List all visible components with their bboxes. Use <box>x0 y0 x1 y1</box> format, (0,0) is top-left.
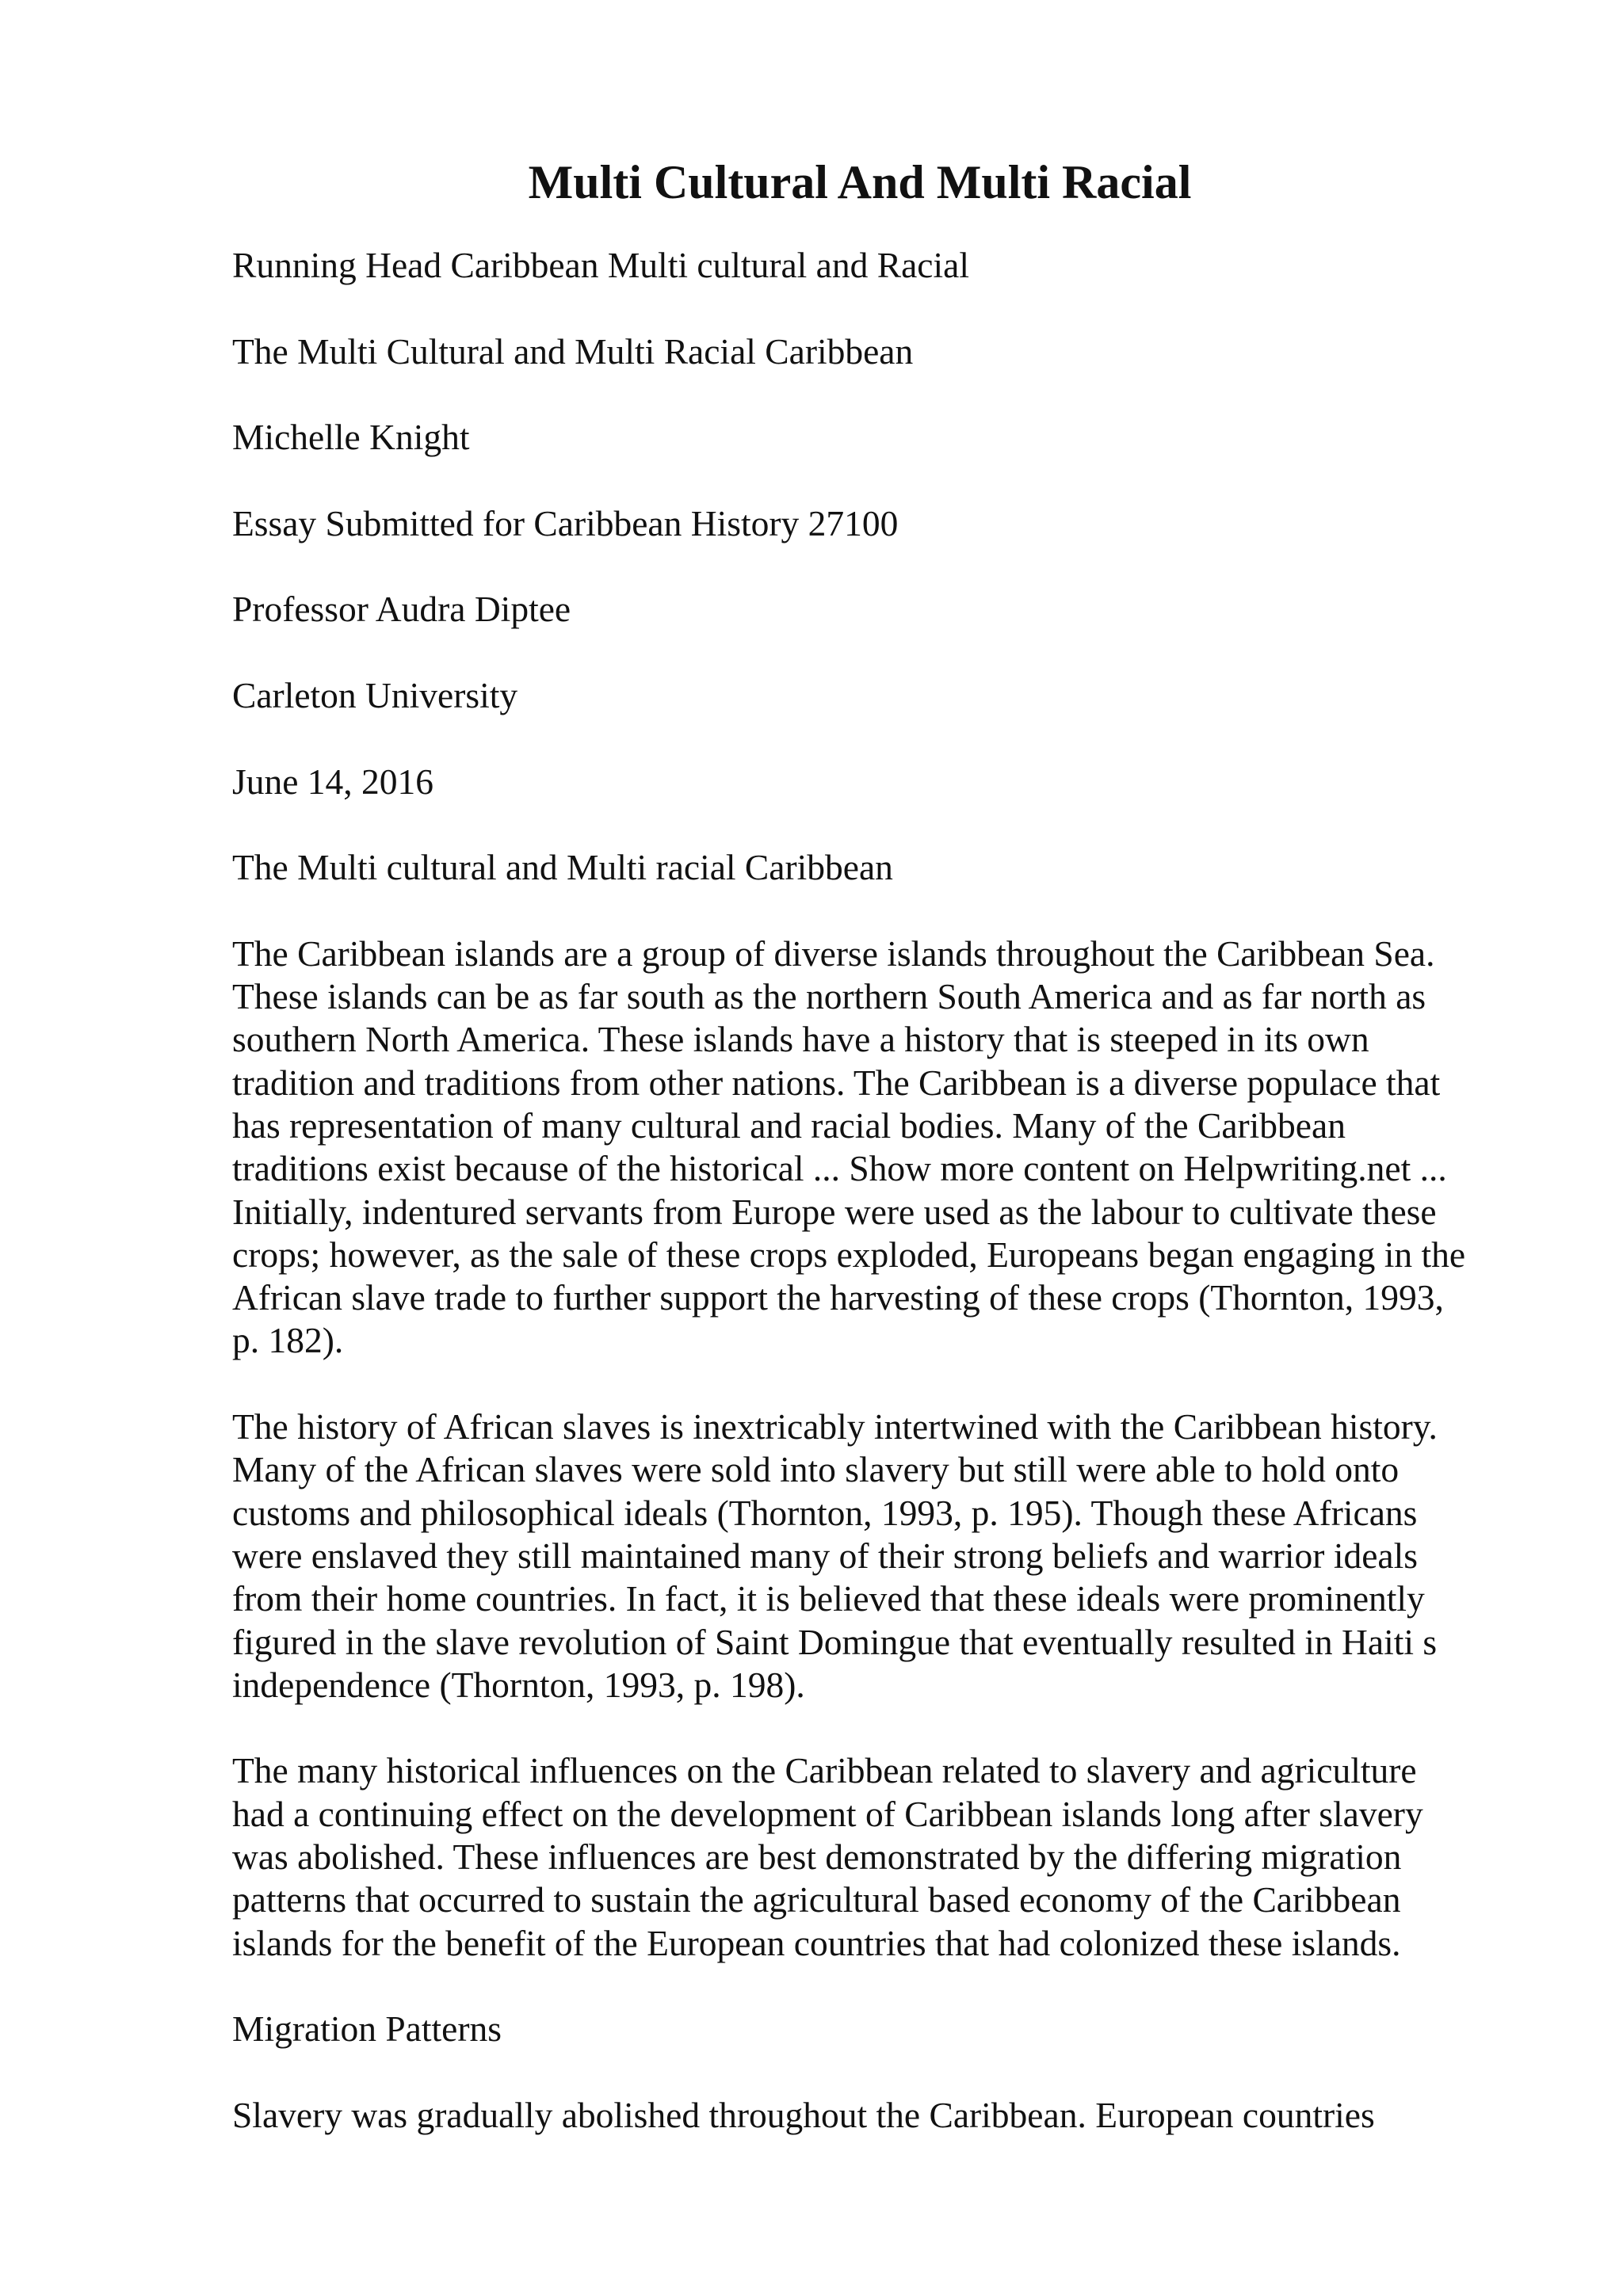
paragraph-line: tradition and traditions from other nations. The Caribbean is a diverse populace that <box>232 1062 1441 1103</box>
paragraph-line: had a continuing effect on the development of Caribbean islands long after slavery <box>232 1793 1423 1834</box>
running-head: Running Head Caribbean Multi cultural and Racial <box>232 245 969 285</box>
paragraph-line: crops; however, as the sale of these crops exploded, Europeans began engaging in the <box>232 1234 1466 1275</box>
section-heading-migration: Migration Patterns <box>232 2008 502 2050</box>
paragraph-line: The history of African slaves is inextricably intertwined with the Caribbean history. <box>232 1406 1438 1447</box>
section-title: The Multi cultural and Multi racial Caribbean <box>232 847 893 888</box>
author-name: Michelle Knight <box>232 417 470 458</box>
paragraph-line: Many of the African slaves were sold into slavery but still were able to hold onto <box>232 1449 1400 1490</box>
paragraph-line: independence (Thornton, 1993, p. 198). <box>232 1664 805 1705</box>
paragraph-line: from their home countries. In fact, it is believed that these ideals were prominently <box>232 1578 1425 1619</box>
paragraph-line: The many historical influences on the Caribbean related to slavery and agriculture <box>232 1750 1417 1791</box>
paragraph-line: traditions exist because of the historical ... Show more content on Helpwriting.net ... <box>232 1148 1447 1189</box>
paragraph-influences <box>232 1749 1516 1964</box>
university-name: Carleton University <box>232 674 518 715</box>
document-title: Multi Cultural And Multi Racial <box>528 156 1192 208</box>
paragraph-line: Initially, indentured servants from Europe were used as the labour to cultivate these <box>232 1191 1437 1232</box>
course-info: Essay Submitted for Caribbean History 27100 <box>232 502 899 543</box>
paragraph-line: patterns that occurred to sustain the agricultural based economy of the Caribbean <box>232 1879 1401 1920</box>
essay-title: The Multi Cultural and Multi Racial Caribbean <box>232 330 914 372</box>
paragraph-line: southern North America. These islands have a history that is steeped in its own <box>232 1019 1369 1060</box>
paragraph-line: The Caribbean islands are a group of diverse islands throughout the Caribbean Sea. <box>232 933 1435 974</box>
professor-name: Professor Audra Diptee <box>232 589 571 630</box>
submission-date: June 14, 2016 <box>232 761 434 802</box>
paragraph-line: was abolished. These influences are best demonstrated by the differing migration <box>232 1836 1402 1877</box>
paragraph-line: African slave trade to further support the harvesting of these crops (Thornton, 1993, <box>232 1277 1444 1318</box>
paragraph-line-final: Slavery was gradually abolished throughout the Caribbean. European countries <box>232 2094 1375 2135</box>
paragraph-line: islands for the benefit of the European countries that had colonized these islands. <box>232 1922 1401 1963</box>
paragraph-african-slaves <box>232 1405 1516 1707</box>
paragraph-line: has representation of many cultural and racial bodies. Many of the Caribbean <box>232 1104 1346 1146</box>
document-body <box>232 244 1516 2180</box>
paragraph-line: p. 182). <box>232 1320 344 1361</box>
paragraph-line: figured in the slave revolution of Saint Domingue that eventually resulted in Haiti s <box>232 1621 1438 1662</box>
paragraph-intro <box>232 933 1516 1363</box>
paragraph-line: were enslaved they still maintained many of their strong beliefs and warrior ideals <box>232 1535 1418 1576</box>
paragraph-line: These islands can be as far south as the northern South America and as far north as <box>232 976 1426 1017</box>
paragraph-line: customs and philosophical ideals (Thornton, 1993, p. 195). Though these Africans <box>232 1492 1418 1533</box>
